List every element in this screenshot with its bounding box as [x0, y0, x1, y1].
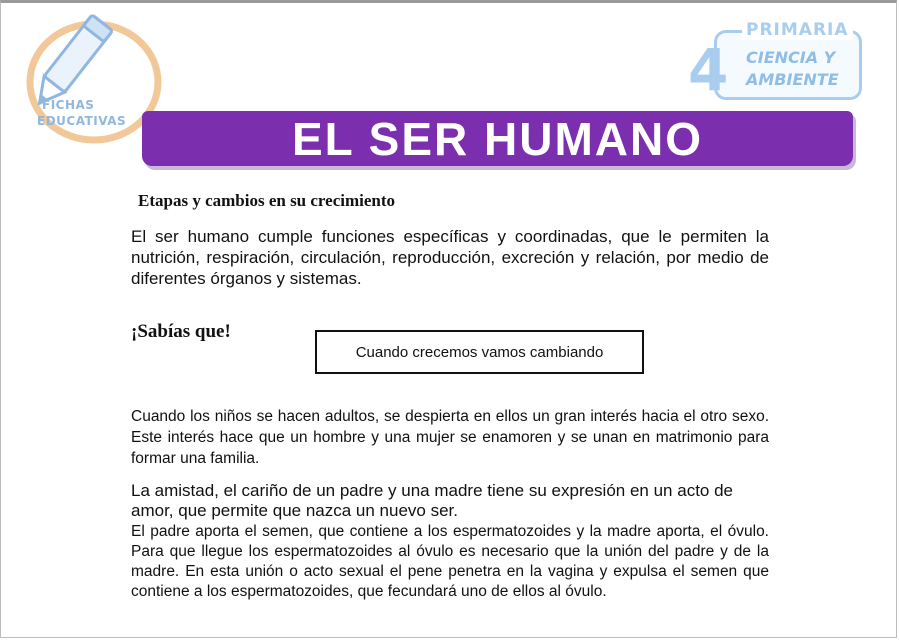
paragraph-fertilization: El padre aporta el semen, que contiene a los espermatozoides y la madre aporta, el óvulo. Para que llegue los espermatozoides al óvulo es necesario que la unión del padre y de la madre. En esta unión o acto sexual el pene penetra en la vagina y expulsa el semen que contiene a los espermatozoides, que fecundará uno de ellos al óvulo. — [131, 523, 769, 600]
section-subheading: Etapas y cambios en su crecimiento — [138, 191, 396, 210]
grade-badge — [688, 18, 868, 108]
paragraph-adults: Cuando los niños se hacen adultos, se despierta en ellos un gran interés hacia el otro sexo. Este interés hace que un hombre y una mujer se enamoren y se unan en matrimonio para formar una familia. — [131, 408, 769, 467]
logo-line-1: FICHAS — [42, 98, 95, 112]
badge-subject-line-2: AMBIENTE — [746, 70, 839, 89]
intro-paragraph: El ser humano cumple funciones específicas y coordinadas, que le permiten la nutrición, respiración, circulación, reproducción, excreción y relación, por medio de diferentes órganos y sistemas. — [131, 227, 769, 288]
logo-line-2: EDUCATIVAS — [37, 114, 127, 128]
sabias-label: ¡Sabías que! — [131, 321, 231, 342]
callout-box — [315, 330, 644, 374]
title-banner — [142, 111, 853, 166]
fichas-educativas-logo — [12, 10, 162, 145]
callout-text: Cuando crecemos vamos cambiando — [355, 343, 604, 361]
badge-subject-line-1: CIENCIA Y — [746, 48, 836, 67]
grade-number: 4 — [688, 36, 729, 104]
paragraph-love: La amistad, el cariño de un padre y una madre tiene su expresión en un acto de amor, que permite que nazca un nuevo ser. — [131, 481, 733, 520]
page-title: EL SER HUMANO — [291, 112, 704, 165]
badge-level: PRIMARIA — [742, 20, 853, 40]
